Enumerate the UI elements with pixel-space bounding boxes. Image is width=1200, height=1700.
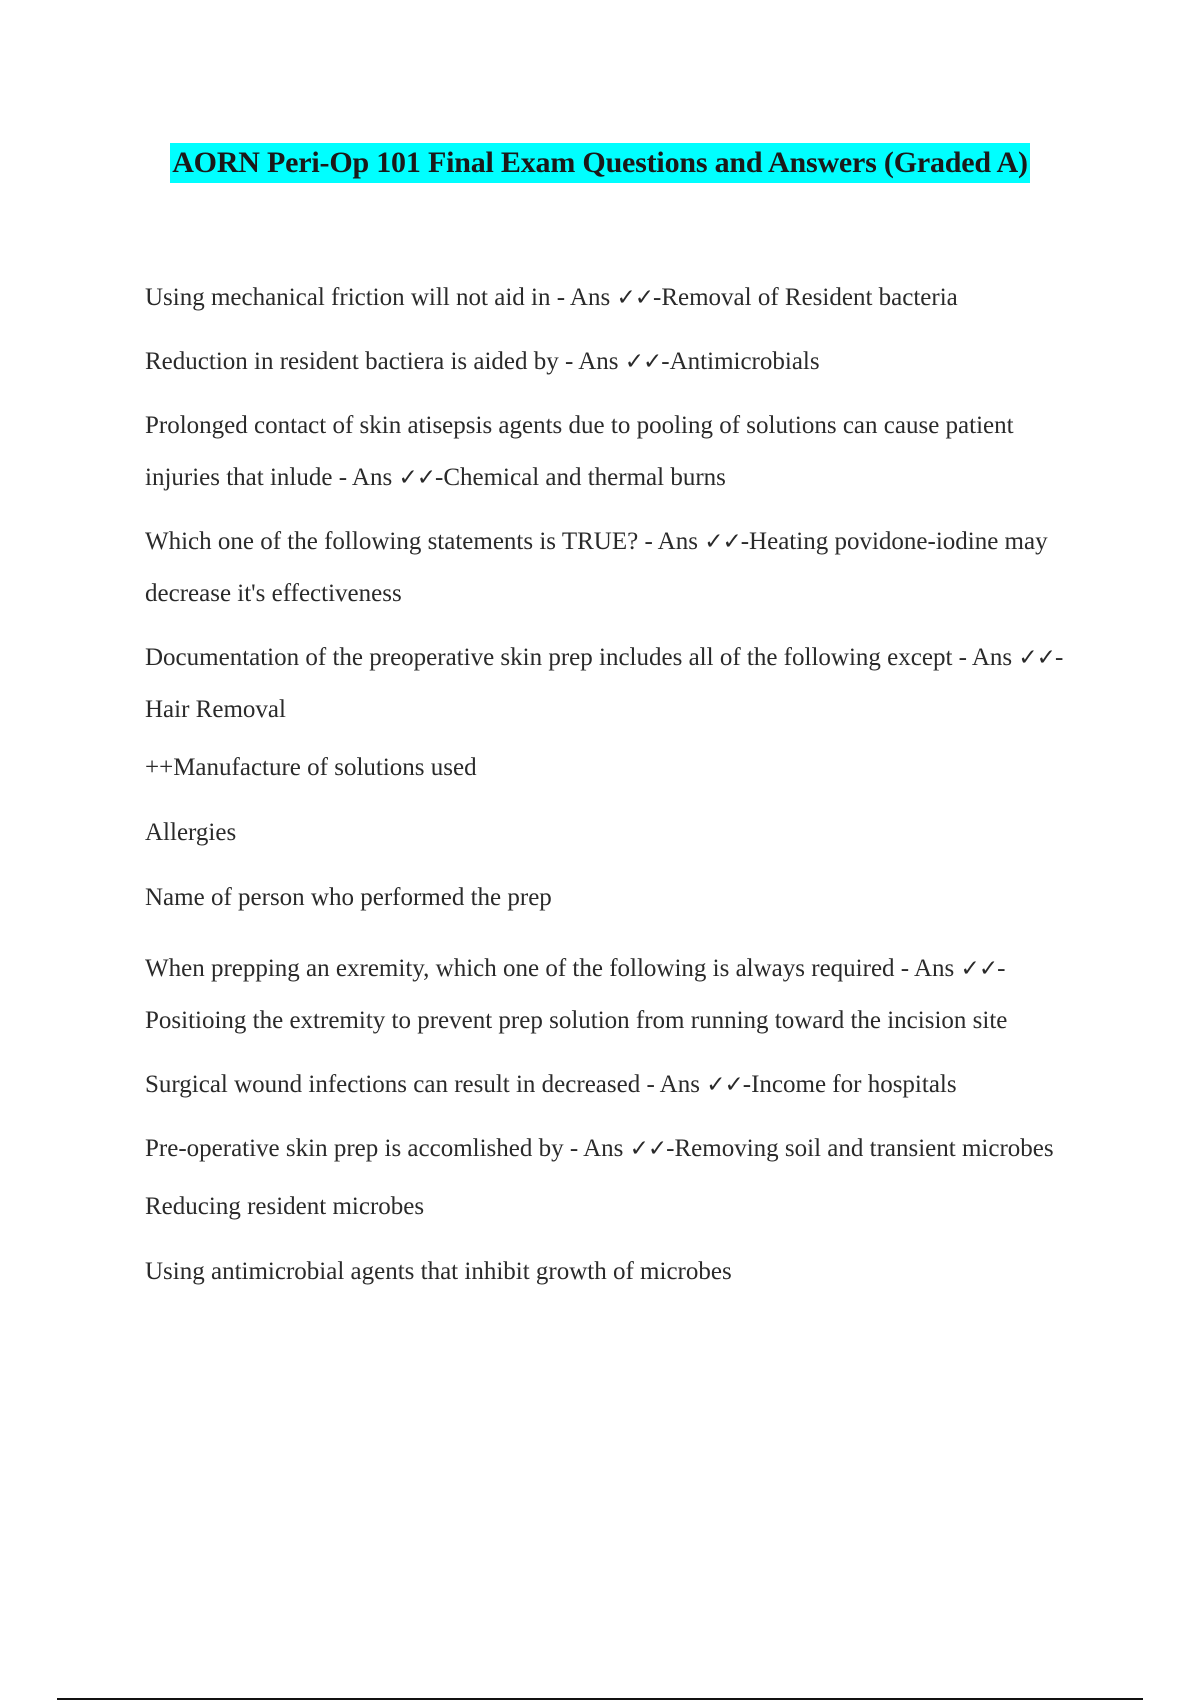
document-title: AORN Peri-Op 101 Final Exam Questions and Answers (Graded A) bbox=[170, 143, 1030, 183]
answer-text: -Removal of Resident bacteria bbox=[653, 284, 958, 311]
qa-item-7 bbox=[145, 1059, 1085, 1111]
check-icon: ✓✓ bbox=[624, 349, 662, 375]
answer-text: -Removing soil and transient microbes bbox=[666, 1135, 1054, 1162]
answer-option: Reducing resident microbes bbox=[145, 1193, 425, 1220]
answer-option: Name of person who performed the prep bbox=[145, 884, 552, 911]
answer-label: Ans bbox=[351, 464, 393, 491]
question-text: Surgical wound infections can result in decreased - bbox=[145, 1071, 660, 1098]
question-text: Documentation of the preoperative skin prep includes all of the following except - bbox=[145, 644, 972, 671]
answer-label: Ans bbox=[578, 348, 619, 375]
answer-option: Allergies bbox=[145, 819, 237, 846]
question-text: When prepping an exremity, which one of the following is always required - bbox=[145, 955, 914, 982]
check-icon: ✓✓ bbox=[960, 956, 998, 982]
check-icon: ✓✓ bbox=[704, 529, 741, 555]
check-icon: ✓✓ bbox=[1018, 645, 1055, 671]
question-text: Reduction in resident bactiera is aided by - bbox=[145, 348, 579, 375]
qa-item-2 bbox=[145, 336, 1085, 388]
answer-label: Ans bbox=[657, 528, 698, 555]
answer-text: -Income for hospitals bbox=[742, 1071, 957, 1098]
qa-item-3 bbox=[145, 400, 1085, 504]
answer-label: Ans bbox=[583, 1135, 624, 1162]
answer-label: Ans bbox=[659, 1071, 700, 1098]
answer-text: -Antimicrobials bbox=[661, 348, 820, 375]
answer-label: Ans bbox=[569, 284, 611, 311]
check-icon: ✓✓ bbox=[629, 1136, 667, 1162]
qa-item-6 bbox=[145, 943, 1085, 1047]
qa-item-8 bbox=[145, 1123, 1085, 1175]
answer-text: -Hair Removal bbox=[145, 644, 1064, 723]
qa-item-4 bbox=[145, 516, 1085, 620]
answer-text: -Chemical and thermal burns bbox=[435, 464, 726, 491]
qa-list bbox=[145, 272, 1085, 1317]
answer-option: Using antimicrobial agents that inhibit growth of microbes bbox=[145, 1258, 732, 1285]
question-text: Which one of the following statements is TRUE? - bbox=[145, 528, 658, 555]
answer-label: Ans bbox=[914, 955, 955, 982]
question-text: Using mechanical friction will not aid in - bbox=[145, 284, 570, 311]
qa-item-1 bbox=[145, 272, 1085, 324]
check-icon: ✓✓ bbox=[398, 465, 436, 491]
question-text: Prolonged contact of skin atisepsis agents due to pooling of solutions can cause patient injuries that inlude - bbox=[145, 412, 1014, 491]
answer-option: ++Manufacture of solutions used bbox=[145, 754, 477, 781]
question-text: Pre-operative skin prep is accomlished by - bbox=[145, 1135, 584, 1162]
answer-text: -Heating povidone-iodine may decrease it's effectiveness bbox=[145, 528, 1048, 607]
title-block bbox=[0, 143, 1200, 183]
qa-item-5 bbox=[145, 632, 1085, 736]
check-icon: ✓✓ bbox=[616, 285, 653, 311]
answer-label: Ans bbox=[971, 644, 1013, 671]
answer-text: -Positioing the extremity to prevent prep solution from running toward the incision site bbox=[145, 955, 1008, 1034]
check-icon: ✓✓ bbox=[706, 1072, 743, 1098]
